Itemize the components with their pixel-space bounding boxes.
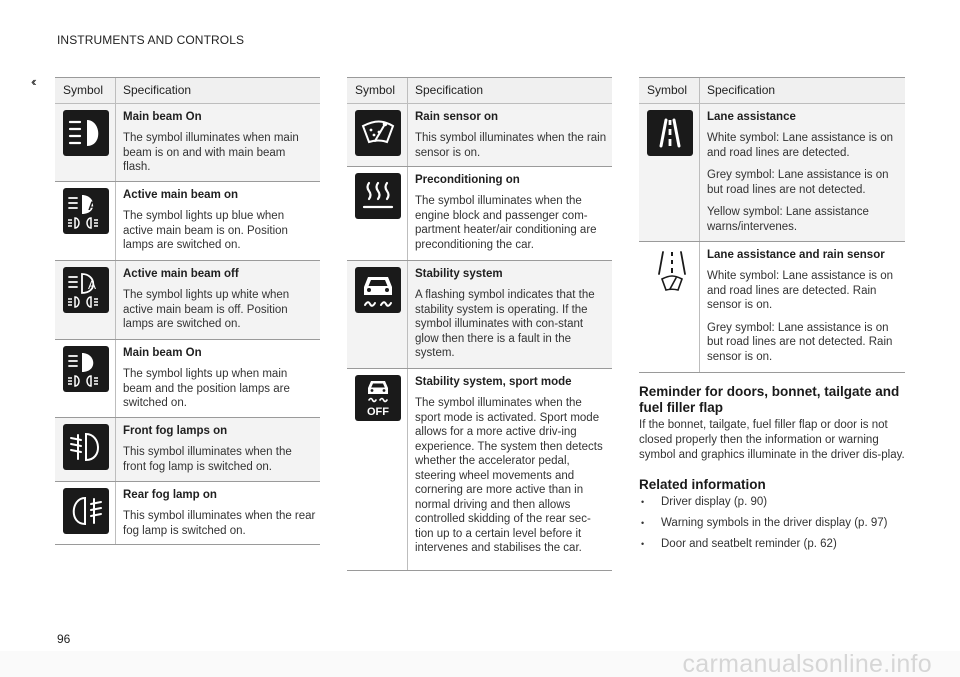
- row-description: This symbol illuminates when the front fog lamp is switched on.: [123, 446, 292, 473]
- row-description: The symbol lights up white when active main beam is off. Position lamps are switched on.: [123, 289, 290, 330]
- svg-text:A: A: [88, 199, 97, 213]
- active-main-beam-on-icon: [63, 188, 109, 234]
- main-beam-position-lamps-icon: [63, 346, 109, 392]
- table-row: [347, 104, 612, 167]
- row-title: Rear fog lamp on: [123, 489, 217, 501]
- table-row: [347, 261, 612, 369]
- row-title: Lane assistance and rain sensor: [707, 249, 885, 261]
- svg-text:A: A: [88, 278, 97, 292]
- row-description: A flashing symbol indicates that the stability system is operating. If the symbol illuminates with con-stant glow then there is a fault in the system.: [415, 289, 595, 359]
- symbol-column-header: Symbol: [55, 78, 116, 103]
- table-row: [55, 261, 320, 340]
- bullet-icon: •: [641, 518, 645, 528]
- related-information-section: [639, 477, 905, 552]
- related-information-heading: Related information: [639, 477, 766, 492]
- related-links-list: [639, 495, 905, 552]
- lane-assistance-icon: [647, 110, 693, 156]
- row-description: The symbol illuminates when main beam is on and with main beam flash.: [123, 132, 299, 173]
- row-title: Rain sensor on: [415, 111, 499, 123]
- section-header: INSTRUMENTS AND CONTROLS: [57, 33, 245, 47]
- specification-column-header: Specification: [415, 83, 484, 97]
- row-description: Yellow symbol: Lane assistance warns/intervenes.: [707, 206, 869, 233]
- table-row: [55, 182, 320, 261]
- rain-sensor-icon: [355, 110, 401, 156]
- table-row: [55, 482, 320, 545]
- symbol-table-2: [347, 77, 612, 571]
- table-row: [639, 104, 905, 242]
- row-title: Front fog lamps on: [123, 425, 228, 437]
- row-description: The symbol lights up when main beam and the position lamps are switched on.: [123, 368, 290, 409]
- reminder-section: [639, 384, 905, 463]
- table-header: [639, 77, 905, 104]
- row-title: Active main beam on: [123, 189, 239, 201]
- row-description: The symbol illuminates when the sport mode is activated. Sport mode allows for a more active driv-ing experience. The system then detects whether the accelerator pedal, steering wheel movements and cornering are more active than in normal driving and then allows controlled skidding of the rear sec-tion up to a certain level before it intervenes and stabilises the car.: [415, 397, 603, 554]
- stability-sport-mode-icon: [355, 375, 401, 421]
- row-description: Grey symbol: Lane assistance is on but road lines are not detected.: [707, 169, 889, 196]
- row-title: Stability system: [415, 268, 503, 280]
- table-row: [347, 167, 612, 261]
- table-header: [55, 77, 320, 104]
- row-title: Main beam On: [123, 111, 202, 123]
- table-row: [55, 104, 320, 182]
- page-number: 96: [57, 632, 71, 646]
- front-fog-lamp-icon: [63, 424, 109, 470]
- related-link[interactable]: • Door and seatbelt reminder (p. 62): [641, 538, 837, 550]
- reminder-heading: Reminder for doors, bonnet, tailgate and fuel filler flap: [639, 384, 900, 415]
- row-description: Grey symbol: Lane assistance is on but road lines are not detected. Rain sensor is on.: [707, 321, 893, 363]
- related-link[interactable]: • Driver display (p. 90): [641, 496, 768, 508]
- specification-column-header: Specification: [707, 83, 776, 97]
- table-row: [639, 242, 905, 373]
- main-beam-icon: [63, 110, 109, 156]
- previous-page-chevrons[interactable]: ‹‹: [31, 74, 34, 89]
- off-label: OFF: [367, 406, 389, 418]
- row-description: This symbol illuminates when the rain sensor is on.: [415, 132, 607, 159]
- symbol-table-3: [639, 77, 905, 558]
- row-description: The symbol illuminates when the engine block and passenger com-partment heater/air conditioning are preconditioning the car.: [415, 195, 597, 251]
- row-title: Lane assistance: [707, 111, 796, 123]
- row-title: Stability system, sport mode: [415, 376, 572, 388]
- row-title: Preconditioning on: [415, 174, 520, 186]
- symbol-column-header: Symbol: [347, 78, 408, 103]
- table-row: [55, 418, 320, 482]
- row-description: White symbol: Lane assistance is on and road lines are detected.: [707, 132, 894, 159]
- row-title: Active main beam off: [123, 268, 239, 280]
- row-description: This symbol illuminates when the rear fog lamp is switched on.: [123, 510, 316, 537]
- bullet-icon: •: [641, 497, 645, 507]
- table-header: [347, 77, 612, 104]
- active-main-beam-off-icon: [63, 267, 109, 313]
- preconditioning-icon: [355, 173, 401, 219]
- related-link[interactable]: • Warning symbols in the driver display (p. 97): [641, 517, 888, 529]
- rear-fog-lamp-icon: [63, 488, 109, 534]
- row-title: Main beam On: [123, 347, 202, 359]
- row-description: The symbol lights up blue when active main beam is on. Position lamps are switched on.: [123, 210, 288, 251]
- watermark: carmanualsonline.info: [0, 651, 960, 677]
- lane-assistance-rain-sensor-icon: [649, 248, 695, 294]
- specification-column-header: Specification: [123, 83, 192, 97]
- symbol-table-1: [55, 77, 320, 545]
- table-row: [347, 369, 612, 571]
- bullet-icon: •: [641, 539, 645, 549]
- table-row: [55, 340, 320, 418]
- row-description: White symbol: Lane assistance is on and road lines are detected. Rain sensor is on.: [707, 270, 894, 311]
- symbol-column-header: Symbol: [639, 78, 700, 103]
- stability-system-icon: [355, 267, 401, 313]
- reminder-body: If the bonnet, tailgate, fuel filler flap or door is not closed properly then the information or warning symbol and graphics illuminate in the driver dis-play.: [639, 419, 905, 461]
